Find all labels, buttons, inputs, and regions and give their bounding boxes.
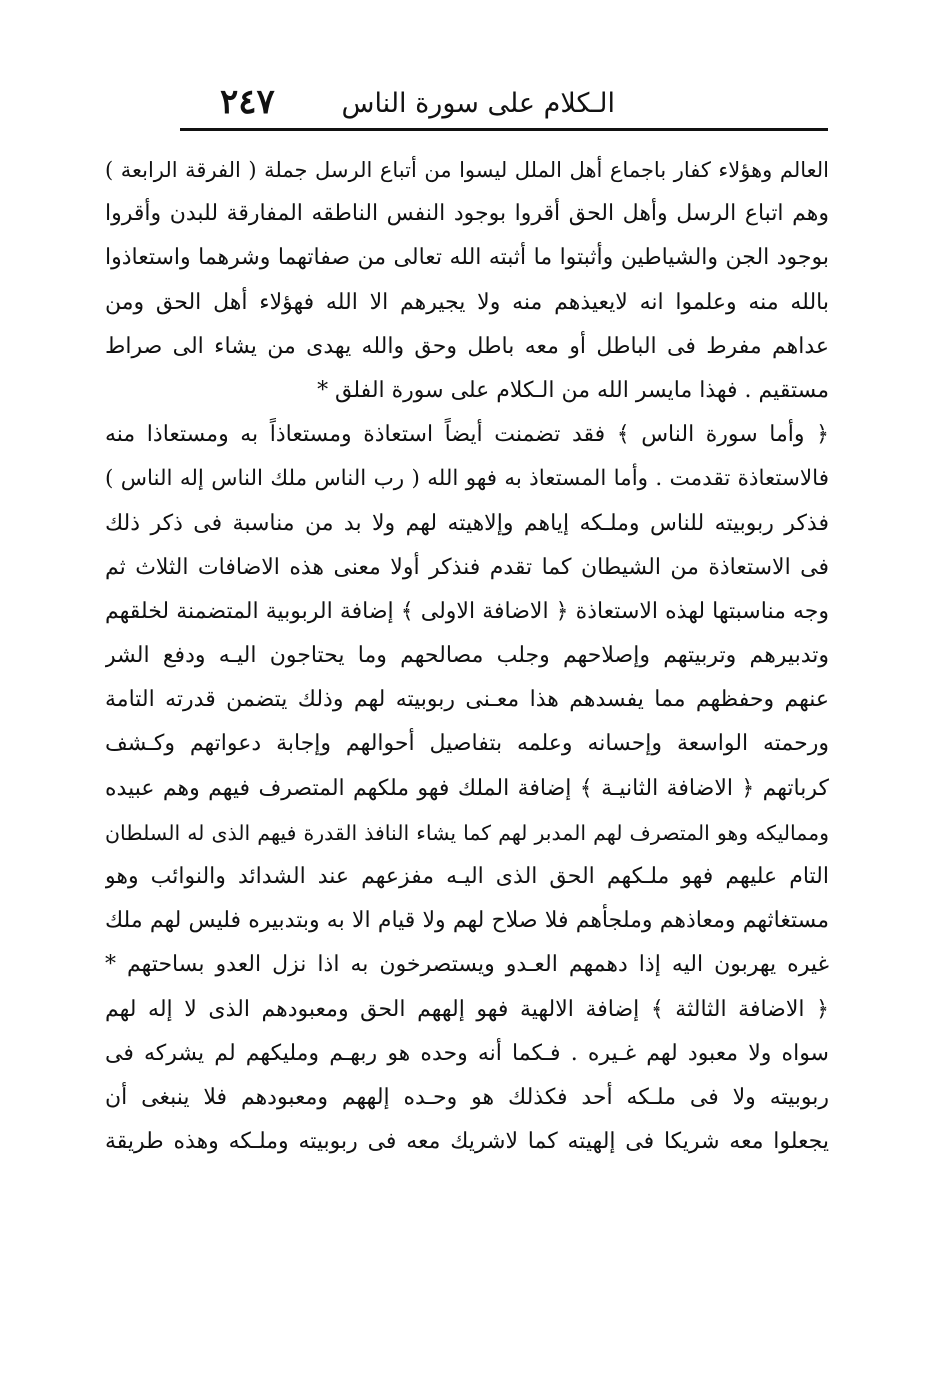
- text-line: ﴿ وأما سورة الناس ﴾ فقد تضمنت أيضاً استعاذة ومستعاذاً به ومستعاذا منه: [105, 422, 829, 448]
- text-line: ربوبيته ولا فى ملـكه أحد فكذلك هو وحـده إلههم ومعبودهم فلا ينبغى أن: [105, 1084, 829, 1110]
- text-line: غيره يهربون اليه إذا دهمهم العـدو ويستصرخون به اذا نزل العدو بساحتهم *: [105, 952, 829, 978]
- text-line: فالاستعاذة تقدمت . وأما المستعاذ به فهو الله ( رب الناس ملك الناس إله الناس ): [105, 466, 829, 492]
- text-line: كرباتهم ﴿ الاضافة الثانيـة ﴾ إضافة الملك فهو ملكهم المتصرف فيهم وهم عبيده: [105, 775, 829, 801]
- text-line: بوجود الجن والشياطين وأثبتوا ما أثبته الله تعالى من صفاتهما وشرهما واستعاذوا: [105, 245, 829, 271]
- text-line: ﴿ الاضافة الثالثة ﴾ إضافة الالهية فهو إلههم الحق ومعبودهم الذى لا إله لهم: [105, 996, 829, 1022]
- text-line: وهم اتباع الرسل وأهل الحق أقروا بوجود النفس الناطقه المفارقة للبدن وأقروا: [105, 201, 829, 227]
- text-line: وجه مناسبتها لهذه الاستعاذة ﴿ الاضافة الاولى ﴾ إضافة الربوبية المتضمنة لخلقهم: [105, 598, 829, 624]
- header-rule: [180, 128, 828, 131]
- text-line: مستقيم . فهذا مايسر الله من الـكلام على سورة الفلق *: [317, 377, 829, 403]
- text-line: العالم وهؤلاء كفار باجماع أهل الملل ليسوا من أتباع الرسل جملة ( الفرقة الرابعة ): [105, 158, 829, 182]
- text-line: مستغاثهم ومعاذهم وملجأهم فلا صلاح لهم ولا قيام الا به وبتدبيره فليس لهم ملك: [105, 908, 829, 934]
- text-line: عداهم مفرط فى الباطل أو معه باطل وحق والله يهدى من يشاء الى صراط: [105, 333, 829, 359]
- text-line: سواه ولا معبود لهم غـيره . فـكما أنه وحده هو ربهـم ومليكهم لم يشركه فى: [105, 1040, 829, 1066]
- text-line: بالله منه وعلموا انه لايعيذهم منه ولا يجيرهم الا الله فهؤلاء أهل الحق ومن: [105, 289, 829, 315]
- page-header: [180, 80, 825, 130]
- text-line: فى الاستعاذة من الشيطان كما تقدم فنذكر أولا معنى هذه الاضافات الثلاث ثم: [105, 554, 829, 580]
- body-text: [105, 148, 829, 1164]
- text-line: يجعلوا معه شريكا فى إلهيته كما لاشريك معه فى ربوبيته وملـكه وهذه طريقة: [105, 1129, 829, 1155]
- running-title: الـكلام على سورة الناس: [341, 88, 615, 119]
- text-line: وتدبيرهم وتربيتهم وإصلاحهم وجلب مصالحهم وما يحتاجون اليـه ودفع الشر: [105, 643, 829, 669]
- text-line: فذكر ربوبيته للناس وملـكه إياهم وإلاهيته لهم ولا بد من مناسبة فى ذكر ذلك: [105, 510, 829, 536]
- text-line: ورحمته الواسعة وإحسانه وعلمه بتفاصيل أحوالهم وإجابة دعواتهم وكـشف: [105, 731, 829, 757]
- text-line: ومماليكه وهو المتصرف لهم المدبر لهم كما يشاء النافذ القدرة فيهم الذى له السلطان: [105, 820, 829, 845]
- text-line: التام عليهم فهو ملـكهم الحق الذى اليـه مفزعهم عند الشدائد والنوائب وهو: [105, 864, 829, 889]
- page-number: ٢٤٧: [220, 82, 275, 122]
- text-line: عنهم وحفظهم مما يفسدهم هذا معـنى ربوبيته لهم وذلك يتضمن قدرته التامة: [105, 687, 829, 713]
